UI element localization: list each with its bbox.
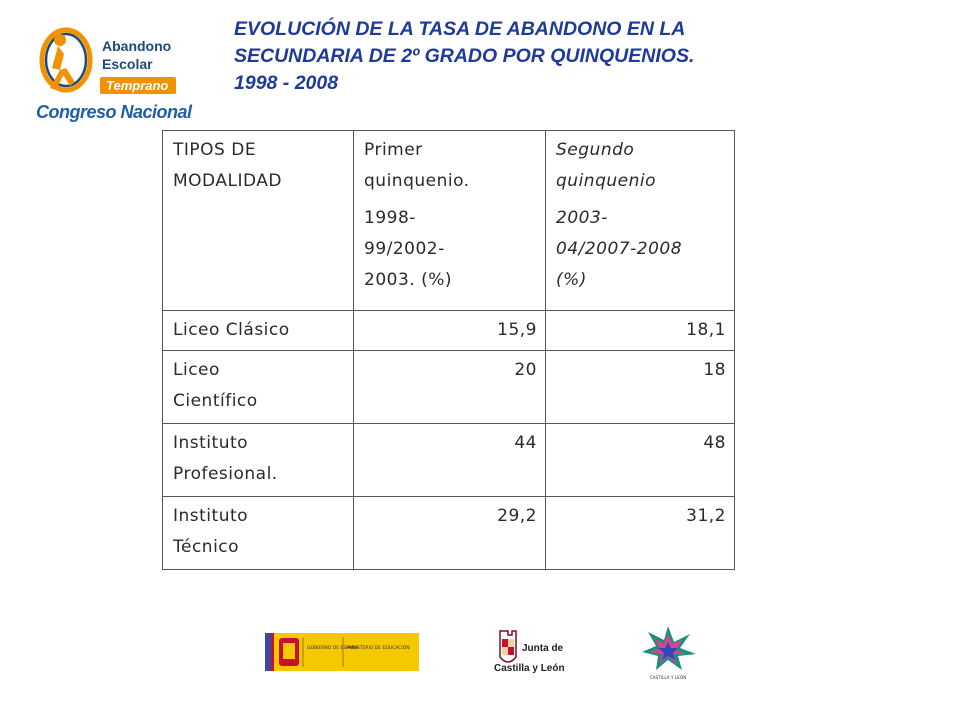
row-label-line: Profesional. [173, 464, 278, 484]
row-label [163, 351, 354, 424]
cell-second: 18 [546, 351, 735, 424]
cyl-label: CASTILLA Y LEÓN [649, 675, 687, 680]
gobierno-text: GOBIERNO DE ESPAÑA [307, 646, 359, 651]
row-label [163, 497, 354, 570]
header-modalidad [163, 131, 354, 311]
runner-figure-icon [30, 24, 110, 104]
cell-first: 44 [354, 424, 546, 497]
table-header-row [163, 131, 735, 311]
row-label [163, 311, 354, 351]
header-line: Primer [364, 140, 423, 160]
header-line: 2003- [556, 208, 608, 228]
ministerio-educacion-logo [265, 633, 419, 671]
cell-second: 48 [546, 424, 735, 497]
header-line: (%) [556, 270, 587, 290]
row-label [163, 424, 354, 497]
table-row [163, 311, 735, 351]
dropout-rate-table [162, 130, 735, 570]
header-primer-quinquenio [354, 131, 546, 311]
row-label-line: Instituto [173, 506, 249, 526]
logo-line-4: Congreso Nacional [36, 102, 192, 122]
header-line: TIPOS DE [173, 140, 257, 160]
header-line: Segundo [556, 140, 635, 160]
title-line-1: EVOLUCIÓN DE LA TASA DE ABANDONO EN LA [234, 18, 686, 40]
header-line: 99/2002- [364, 239, 445, 259]
cell-first: 15,9 [354, 311, 546, 351]
header-line: quinquenio. [364, 171, 470, 191]
ministerio-text: MINISTERIO DE EDUCACIÓN [347, 646, 410, 651]
logo-line-1: Abandono [102, 38, 172, 54]
page-title [234, 16, 874, 97]
junta-line-1: Junta de [522, 643, 564, 654]
abandono-escolar-logo [30, 24, 200, 129]
row-label-line: Técnico [173, 537, 240, 557]
row-label-line: Liceo Clásico [173, 320, 290, 340]
castilla-leon-star-logo [638, 624, 698, 680]
cell-first: 20 [354, 351, 546, 424]
header-line: quinquenio [556, 171, 656, 191]
cell-second: 18,1 [546, 311, 735, 351]
row-label-line: Instituto [173, 433, 249, 453]
table-row [163, 424, 735, 497]
header-line: 04/2007-2008 [556, 239, 683, 259]
title-line-2: SECUNDARIA DE 2º GRADO POR QUINQUENIOS. [234, 45, 695, 67]
logo-line-2: Escolar [102, 56, 153, 72]
cell-first: 29,2 [354, 497, 546, 570]
table-row [163, 351, 735, 424]
header-line: MODALIDAD [173, 171, 282, 191]
header-line: 1998- [364, 208, 416, 228]
title-line-3: 1998 - 2008 [234, 72, 339, 94]
row-label-line: Liceo [173, 360, 220, 380]
table-row [163, 497, 735, 570]
row-label-line: Científico [173, 391, 258, 411]
logo-line-3: Temprano [100, 77, 176, 94]
header-line: 2003. (%) [364, 270, 452, 290]
junta-line-2: Castilla y León [494, 663, 565, 674]
header-segundo-quinquenio [546, 131, 735, 311]
junta-castilla-leon-logo [490, 627, 580, 677]
cell-second: 31,2 [546, 497, 735, 570]
